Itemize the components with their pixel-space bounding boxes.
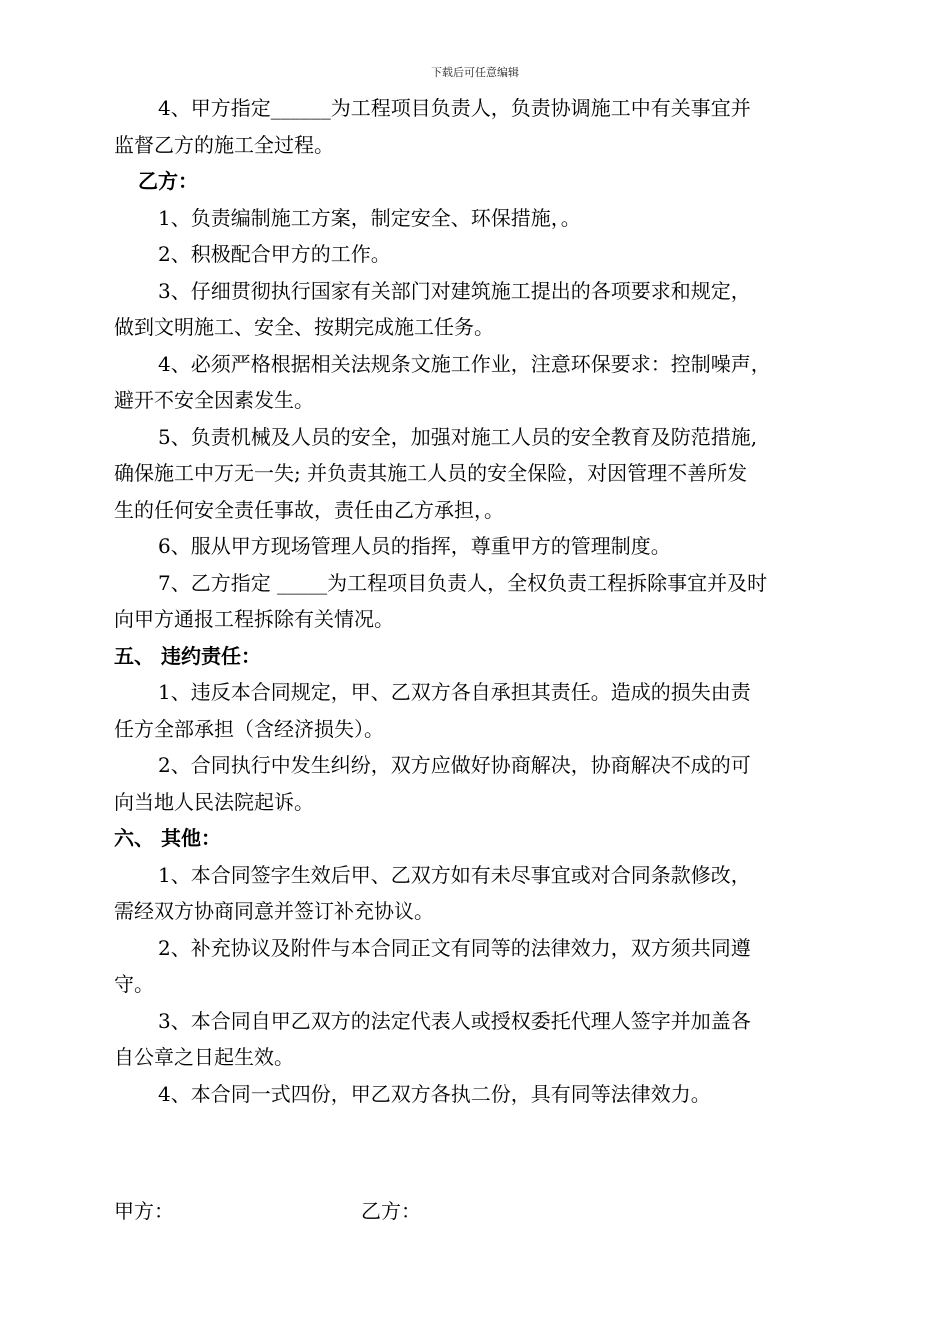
clause-6-3-line-2: 自公章之日起生效。 xyxy=(114,1045,294,1069)
clause-b-5-line-1: 5、负责机械及人员的安全，加强对施工人员的安全教育及防范措施, xyxy=(158,424,758,449)
clause-party-a-4-line-1: 4、甲方指定______为工程项目负责人，负责协调施工中有关事宜并 xyxy=(158,96,751,120)
clause-5-2-line-1: 2、合同执行中发生纠纷，双方应做好协商解决，协商解决不成的可 xyxy=(158,753,751,777)
signature-block xyxy=(114,1196,854,1226)
clause-6-3-line-1: 3、本合同自甲乙双方的法定代表人或授权委托代理人签字并加盖各 xyxy=(158,1008,751,1033)
clause-b-7-line-1: 7、乙方指定 _____为工程项目负责人，全权负责工程拆除事宜并及时 xyxy=(158,570,768,595)
clause-6-2-line-2: 守。 xyxy=(114,972,154,996)
contract-body xyxy=(114,90,854,1112)
clause-b-1: 1、负责编制施工方案，制定安全、环保措施，。 xyxy=(158,205,581,230)
clause-5-2-line-2: 向当地人民法院起诉。 xyxy=(114,789,314,814)
clause-b-4-line-1: 4、必须严格根据相关法规条文施工作业，注意环保要求：控制噪声， xyxy=(158,351,771,376)
clause-5-1-line-2: 任方全部承担（含经济损失）。 xyxy=(114,716,384,741)
party-b-signature-label: 乙方： xyxy=(361,1199,421,1223)
clause-b-5-line-3: 生的任何安全责任事故，责任由乙方承担，。 xyxy=(114,497,504,522)
clause-b-4-line-2: 避开不安全因素发生。 xyxy=(114,388,314,412)
heading-section-5: 五、 违约责任： xyxy=(114,643,261,668)
clause-b-3-line-2: 做到文明施工、安全、按期完成施工任务。 xyxy=(114,315,494,339)
clause-b-6: 6、服从甲方现场管理人员的指挥，尊重甲方的管理制度。 xyxy=(158,534,671,558)
clause-b-3-line-1: 3、仔细贯彻执行国家有关部门对建筑施工提出的各项要求和规定， xyxy=(158,278,751,303)
clause-6-2-line-1: 2、补充协议及附件与本合同正文有同等的法律效力，双方须共同遵 xyxy=(158,935,751,960)
clause-6-1-line-2: 需经双方协商同意并签订补充协议。 xyxy=(114,899,434,923)
clause-b-2: 2、积极配合甲方的工作。 xyxy=(158,242,391,266)
clause-6-1-line-1: 1、本合同签字生效后甲、乙双方如有未尽事宜或对合同条款修改， xyxy=(158,862,751,887)
clause-5-1-line-1: 1、违反本合同规定，甲、乙双方各自承担其责任。造成的损失由责 xyxy=(158,680,751,704)
heading-party-b: 乙方： xyxy=(138,169,198,193)
party-a-signature-label: 甲方： xyxy=(114,1199,174,1223)
clause-party-a-4-line-2: 监督乙方的施工全过程。 xyxy=(114,132,334,157)
header-note: 下载后可任意编辑 xyxy=(431,66,519,79)
clause-b-7-line-2: 向甲方通报工程拆除有关情况。 xyxy=(114,607,394,631)
heading-section-6: 六、 其他： xyxy=(114,826,221,850)
clause-b-5-line-2: 确保施工中万无一失; 并负责其施工人员的安全保险，对因管理不善所发 xyxy=(114,461,748,485)
clause-6-4: 4、本合同一式四份，甲乙双方各执二份，具有同等法律效力。 xyxy=(158,1081,711,1106)
